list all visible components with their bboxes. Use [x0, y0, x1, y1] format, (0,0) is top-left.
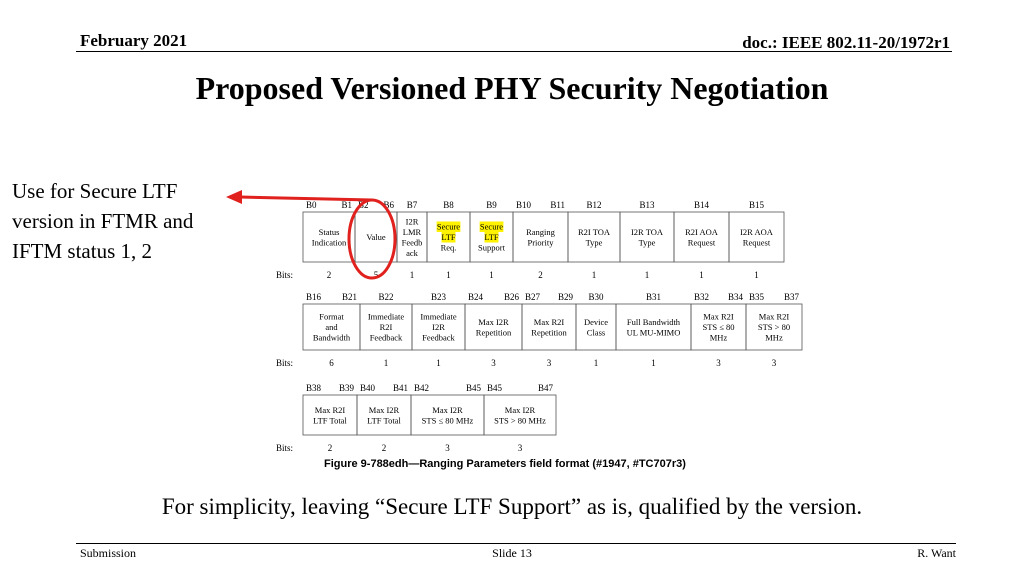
field-label: Indication: [311, 237, 347, 248]
field-label: Type: [638, 237, 656, 248]
bit-width: 2: [381, 443, 387, 453]
bit-width: 1: [644, 270, 650, 280]
field-label: Priority: [527, 237, 554, 248]
field-label: LTF Total: [367, 415, 401, 426]
slide-title: Proposed Versioned PHY Security Negotiation: [195, 70, 829, 106]
footer-slide-number: Slide 13: [492, 546, 532, 560]
field-label: Max R2I: [314, 404, 346, 415]
footer-rule: [76, 543, 956, 544]
field-label: Type: [585, 237, 603, 248]
bits-label: Bits:: [276, 443, 294, 453]
bit-width: 3: [716, 358, 721, 368]
field-label: R2I: [379, 322, 393, 332]
bit-width: 5: [373, 270, 379, 280]
field-label: Immediate: [420, 311, 457, 322]
bit-width: 3: [771, 358, 777, 368]
field-label: LTF Total: [313, 415, 347, 426]
bit-width: 1: [699, 270, 704, 280]
field-label: I2R TOA: [630, 226, 664, 237]
footer-author: R. Want: [917, 546, 956, 560]
bit-width: 2: [326, 270, 332, 280]
arrow-head: [226, 190, 242, 204]
field-label: Status: [318, 226, 340, 237]
field-format-diagram: [270, 196, 810, 456]
field-label: Secure: [479, 221, 504, 232]
bit-position: B16: [306, 292, 322, 302]
bit-width: 3: [517, 443, 523, 453]
bit-width: 3: [546, 358, 552, 368]
bit-position: B23: [430, 292, 447, 302]
field-label: Max R2I: [758, 311, 790, 322]
bit-position: B35: [749, 292, 765, 302]
header-date: February 2021: [80, 31, 188, 50]
note-line: IFTM status 1, 2: [12, 239, 153, 263]
bit-position: B8: [443, 200, 454, 210]
field-label: Bandwidth: [312, 332, 351, 343]
field-label: Immediate: [367, 311, 405, 322]
bit-position: B29: [557, 292, 573, 302]
bit-position: B34: [727, 292, 743, 302]
field-label: UL MU-MIMO: [626, 327, 681, 338]
bits-label: Bits:: [276, 358, 294, 368]
bit-position: B9: [486, 200, 497, 210]
header-rule: [76, 51, 952, 52]
field-format-figure: [270, 196, 810, 476]
field-label: and: [325, 322, 338, 332]
field-label: LTF: [441, 232, 456, 242]
bit-position: B12: [586, 200, 602, 210]
field-label: Req.: [440, 242, 457, 253]
field-label: Max I2R: [432, 404, 463, 415]
note-line: version in FTMR and: [12, 209, 194, 233]
field-label: I2R AOA: [740, 226, 773, 237]
bit-position: B37: [783, 292, 799, 302]
bit-position: B6: [383, 200, 394, 210]
field-label: R2I TOA: [577, 226, 611, 237]
bit-position: B11: [550, 200, 565, 210]
field-label: Support: [478, 242, 505, 253]
annotation-note: [12, 176, 193, 266]
field-label: Secure: [436, 221, 461, 232]
field-label: LTF: [484, 232, 499, 242]
field-label: Max R2I: [703, 311, 734, 322]
bit-width: 1: [436, 358, 441, 368]
field-label: MHz: [765, 332, 783, 343]
summary-text: For simplicity, leaving “Secure LTF Support” as is, qualified by the version.: [161, 494, 863, 519]
bit-position: B22: [378, 292, 394, 302]
bit-width: 2: [327, 443, 333, 453]
bit-position: B27: [525, 292, 541, 302]
bits-label: Bits:: [276, 270, 294, 280]
bit-width: 1: [593, 358, 599, 368]
note-line: Use for Secure LTF: [12, 179, 178, 203]
bit-position: B26: [503, 292, 519, 302]
field-label: Ranging: [526, 226, 555, 237]
field-label: LMR: [402, 226, 422, 237]
bit-position: B1: [341, 200, 352, 210]
bit-position: B41: [392, 383, 408, 393]
bit-position: B31: [645, 292, 662, 302]
field-label: Device: [583, 316, 609, 327]
figure-caption: Figure 9-788edh—Ranging Parameters field format (#1947, #TC707r3): [324, 458, 686, 470]
field-label: STS ≤ 80: [702, 322, 735, 332]
bit-width: 6: [329, 358, 334, 368]
field-label: Max R2I: [533, 316, 565, 327]
field-label: Max I2R: [368, 404, 400, 415]
bit-position: B10: [516, 200, 532, 210]
bit-position: B45: [465, 383, 481, 393]
bit-position: B13: [639, 200, 655, 210]
field-label: STS > 80 MHz: [494, 415, 546, 426]
bit-position: B21: [341, 292, 357, 302]
field-label: R2I AOA: [685, 226, 718, 237]
field-label: Request: [742, 237, 771, 248]
bit-width: 3: [491, 358, 496, 368]
field-label: I2R: [432, 322, 445, 332]
bit-width: 1: [754, 270, 759, 280]
bit-width: 3: [445, 443, 450, 453]
bit-width: 1: [383, 358, 389, 368]
field-label: MHz: [709, 332, 728, 343]
field-label: Format: [319, 311, 344, 322]
field-label: Repetition: [475, 327, 512, 338]
bit-position: B39: [338, 383, 354, 393]
bit-position: B40: [360, 383, 376, 393]
header-doc-id: doc.: IEEE 802.11-20/1972r1: [742, 33, 950, 52]
field-label: STS ≤ 80 MHz: [421, 415, 474, 426]
bit-position: B47: [537, 383, 553, 393]
field-label: Feedback: [422, 332, 455, 343]
field-label: Full Bandwidth: [626, 316, 681, 327]
bit-position: B32: [694, 292, 710, 302]
bit-width: 1: [446, 270, 451, 280]
field-label: Feedback: [369, 332, 403, 343]
bit-position: B0: [306, 200, 317, 210]
bit-position: B42: [414, 383, 430, 393]
field-label: Value: [366, 232, 386, 242]
bit-position: B30: [588, 292, 604, 302]
bit-width: 2: [538, 270, 543, 280]
field-label: ack: [406, 247, 418, 258]
footer-submission: Submission: [80, 546, 137, 560]
bit-position: B14: [693, 200, 710, 210]
bit-position: B2: [358, 200, 369, 210]
field-label: Max I2R: [504, 404, 536, 415]
bit-position: B15: [748, 200, 765, 210]
bit-position: B45: [487, 383, 503, 393]
bit-position: B24: [468, 292, 484, 302]
field-label: Request: [687, 237, 716, 248]
field-label: Feedb: [401, 237, 423, 248]
bit-width: 1: [651, 358, 656, 368]
field-label: Max I2R: [478, 316, 509, 327]
field-label: STS > 80: [757, 322, 791, 332]
bit-position: B7: [406, 200, 418, 210]
field-label: Class: [586, 327, 606, 338]
bit-position: B38: [306, 383, 322, 393]
field-label: I2R: [405, 216, 419, 227]
bit-width: 1: [409, 270, 415, 280]
field-label: Repetition: [531, 327, 567, 338]
bit-width: 1: [489, 270, 494, 280]
bit-width: 1: [591, 270, 597, 280]
